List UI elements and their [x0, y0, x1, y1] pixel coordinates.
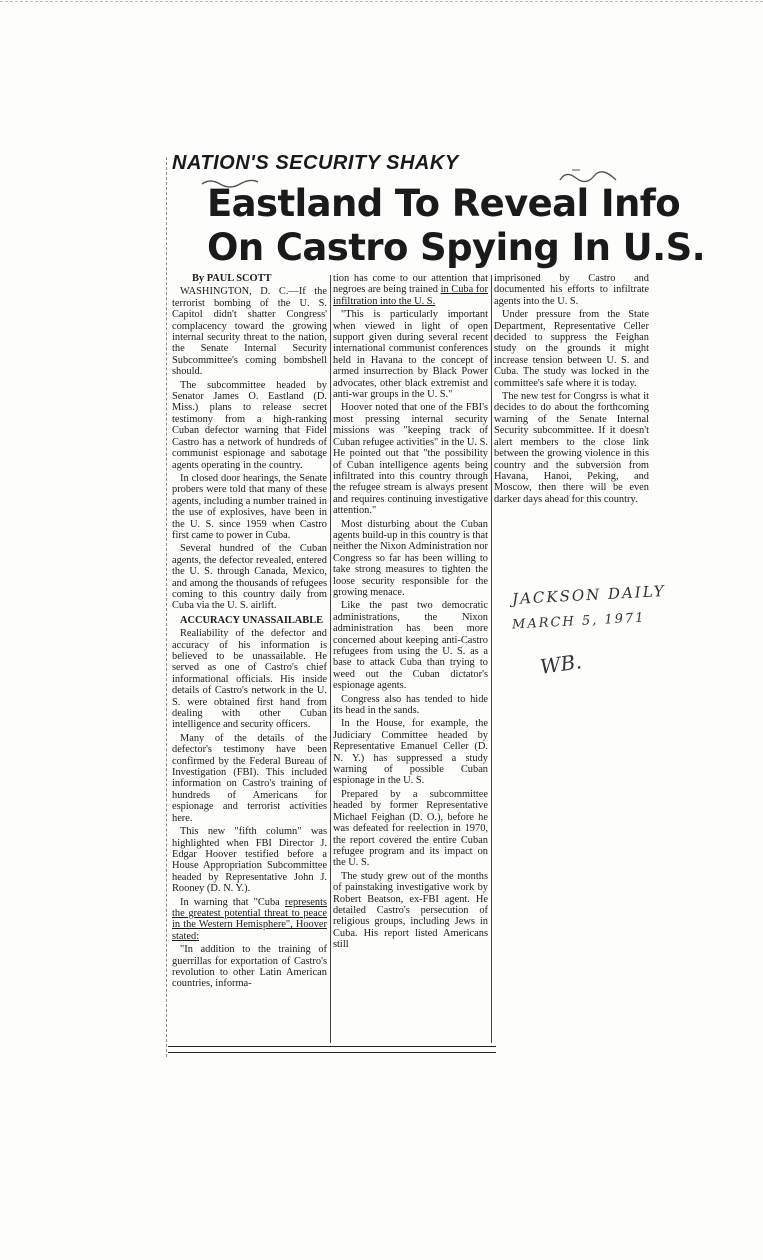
column-rule: [330, 275, 331, 1043]
kicker-headline: NATION'S SECURITY SHAKY: [172, 152, 459, 174]
subheading: ACCURACY UNASSAILABLE: [180, 614, 324, 626]
column-rule: [491, 275, 492, 1043]
paragraph: "In addition to the training of guerrillas for exportation of Castro's revolution to other Latin American countries, informa-: [172, 944, 327, 990]
top-border-dots: [0, 1, 763, 2]
paragraph: The study grew out of the months of painstaking investigative work by Robert Beatson, ex-FBI agent. He detailed Castro's persecution of religious groups, including Jews in Cuba. His report listed Americans still: [333, 870, 488, 951]
paragraph: Several hundred of the Cuban agents, the defector revealed, entered the U. S. through Canada, Mexico, and among the thousands of refugees coming to this country daily from Cuba via the U. S. airlift.: [172, 543, 327, 612]
paragraph: imprisoned by Castro and documented his efforts to infiltrate agents into the U. S.: [494, 273, 649, 307]
paragraph: Hoover noted that one of the FBI's most pressing internal security missions was "keeping track of Cuban refugee activities" in the U. S. He pointed out that "the possibility of Cuban intelligence agents being infiltrated into this country through the refugee stream is always present and requires continuing investigative attention.": [333, 402, 488, 517]
underlined-quote: represents the greatest potential threat to peace in the Western Hemisphere", Hoover stated:: [172, 896, 327, 942]
main-headline: [207, 182, 706, 270]
paragraph: The subcommittee headed by Senator James O. Eastland (D. Miss.) plans to release secret testimony from a high-ranking Cuban defector warning that Fidel Castro has a network of hundreds of communist espionage and sabotage agents operating in the country.: [172, 379, 327, 471]
paragraph: Many of the details of the defector's testimony have been confirmed by the Federal Bureau of Investigation (FBI). This included information on Castro's training of hundreds of Americans for espionage and terrorist activities here.: [172, 732, 327, 824]
paragraph: WASHINGTON, D. C.—If the terrorist bombing of the U. S. Capitol didn't shatter Congress' complacency toward the growing internal security threat to the nation, the Senate Internal Security Subcommittee's coming bombshell should.: [172, 286, 327, 378]
paragraph: In closed door hearings, the Senate probers were told that many of these agents, including a number trained in the use of explosives, have been in the U. S. since 1959 when Castro first came to power in Cuba.: [172, 472, 327, 541]
clipping-left-edge: [166, 157, 167, 1057]
paragraph: This new "fifth column" was highlighted when FBI Director J. Edgar Hoover testified before a House Appropriation Subcommittee headed by Representative John J. Rooney (D. N. Y.).: [172, 826, 327, 895]
paragraph-text: In warning that "Cuba: [180, 896, 285, 908]
paragraph: The new test for Congrss is what it decides to do about the forthcoming warning of the Senate Internal Security subcommittee. If it doesn't alert members to the close link between the growing violence in this country and the subversion from Havana, Hanoi, Peking, and Moscow, then there will be even darker days ahead for this country.: [494, 391, 649, 505]
paragraph: In the House, for example, the Judiciary Committee headed by Representative Emanuel Celler (D. N. Y.) has suppressed a study warning of possible Cuban espionage in the U. S.: [333, 718, 488, 787]
paragraph: Realiability of the defector and accuracy of his information is believed to be unassailable. He served as one of Castro's chief informational officials. His inside details of Castro's network in the U. S. were obtained first hand from dealing with other Cuban intelligence and security officers.: [172, 628, 327, 731]
article-column-2: [333, 273, 488, 953]
paragraph: Prepared by a subcommittee headed by former Representative Michael Feighan (D. O.), before he was defeated for reelection in 1970, the report covered the entire Cuban refugee program and its impact on the U. S.: [333, 788, 488, 869]
article-column-1: [172, 273, 327, 992]
headline-line-2: On Castro Spying In U.S.: [207, 226, 706, 269]
headline-line-1: Eastland To Reveal Info: [207, 182, 681, 225]
paragraph: Like the past two democratic administrations, the Nixon administration has been more concerned about keeping anti-Castro refugees from using the U. S. as a base to attack Cuba than trying to weed out the Cuban dictator's espionage agents.: [333, 600, 488, 692]
paragraph: Under pressure from the State Department, Representative Celler decided to suppress the Feighan study on the grounds it might increase tension between U. S. and Cuba. The study was locked in the committee's safe where it is today.: [494, 309, 649, 389]
paragraph: Congress also has tended to hide its head in the sands.: [333, 693, 488, 717]
paragraph: [333, 273, 488, 307]
paragraph: "This is particularly important when viewed in light of open support given during several recent international communist conferences held in Havana to the concept of armed insurrection by Black Power advocates, other black extremist and anti-war groups in the U. S.": [333, 309, 488, 401]
handwritten-date: MARCH 5, 1971: [511, 610, 646, 633]
bottom-rule: [168, 1052, 496, 1053]
paragraph: [172, 897, 327, 943]
paragraph-text: tion has come to our attention that negroes are being trained: [333, 273, 488, 296]
byline: By PAUL SCOTT: [192, 273, 272, 284]
article-column-3: [494, 273, 649, 507]
underlined-text: in Cuba for infiltration into the U. S.: [333, 284, 489, 307]
handwritten-source: JACKSON DAILY: [511, 581, 667, 609]
paragraph: Most disturbing about the Cuban agents build-up in this country is that neither the Nixon Administration nor Congress so far has been willing to take strong measures to tighten the loose security responsible for the growing menace.: [333, 518, 488, 598]
handwritten-initials: WB.: [538, 649, 584, 679]
bottom-rule: [168, 1046, 496, 1047]
